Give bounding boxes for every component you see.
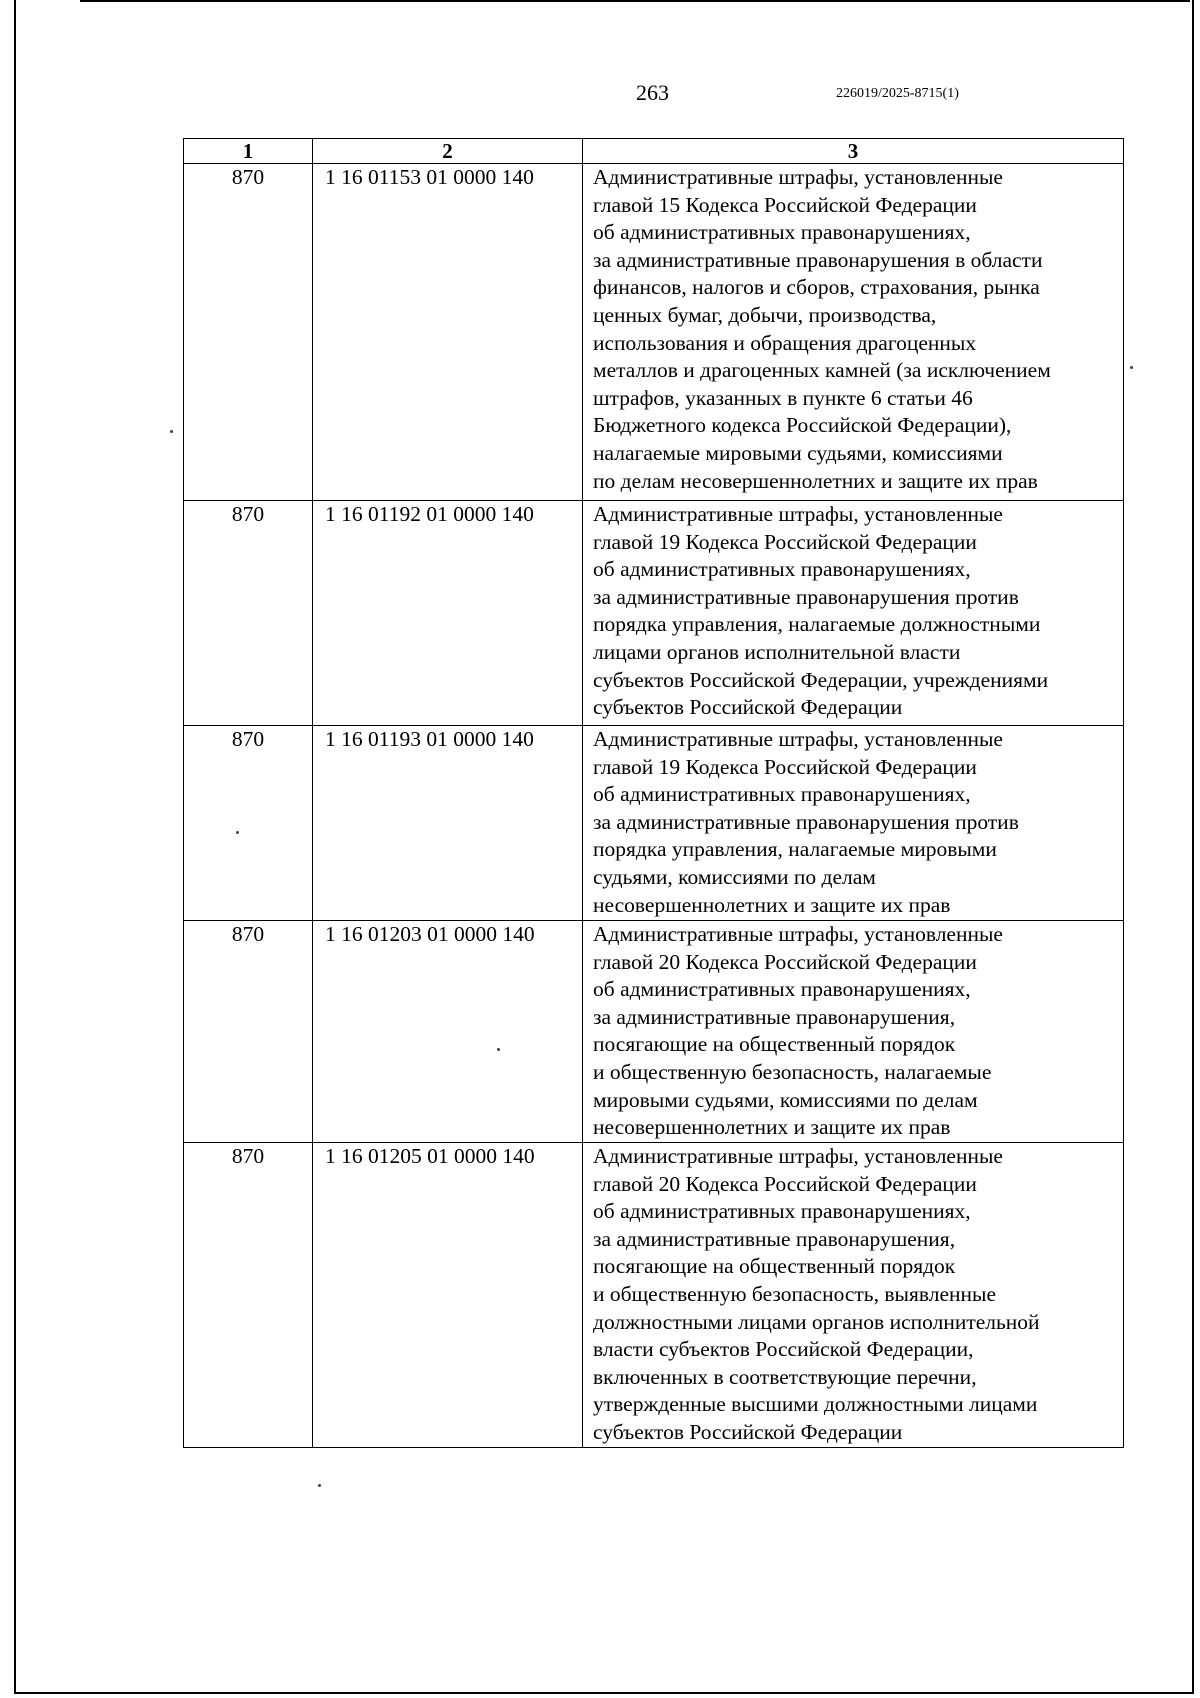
description-cell: Административные штрафы, установленные главой 15 Кодекса Российской Федерации об административных правонарушениях, за административные правонарушения в области финансов, налогов и сборов, страхования, рынка ценных бумаг, добычи, производства, использования и обращения драгоценных металлов и драгоценных камней (за исключением штрафов, указанных в пункте 6 статьи 46 Бюджетного кодекса Российской Федерации), налагаемые мировыми судьями, комиссиями по делам несовершеннолетних и защите их прав <box>583 164 1124 501</box>
budget-code-cell: 1 16 01193 01 0000 140 <box>313 726 583 921</box>
admin-code-cell: 870 <box>184 921 313 1143</box>
admin-code-cell: 870 <box>184 501 313 726</box>
description-cell: Административные штрафы, установленные главой 19 Кодекса Российской Федерации об административных правонарушениях, за административные правонарушения против порядка управления, налагаемые мировыми судьями, комиссиями по делам несовершеннолетних и защите их прав <box>583 726 1124 921</box>
column-header-3: 3 <box>583 139 1124 164</box>
budget-code-cell: 1 16 01192 01 0000 140 <box>313 501 583 726</box>
admin-code-cell: 870 <box>184 1143 313 1448</box>
table-row <box>184 164 1124 501</box>
scan-speck <box>170 430 173 433</box>
table-row <box>184 921 1124 1143</box>
scan-speck <box>1130 366 1133 369</box>
column-header-1: 1 <box>184 139 313 164</box>
column-header-2: 2 <box>313 139 583 164</box>
document-reference: 226019/2025-8715(1) <box>836 86 959 101</box>
scan-speck <box>497 1048 500 1051</box>
top-border-line <box>80 0 1190 2</box>
description-cell: Административные штрафы, установленные главой 19 Кодекса Российской Федерации об административных правонарушениях, за административные правонарушения против порядка управления, налагаемые должностными лицами органов исполнительной власти субъектов Российской Федерации, учреждениями субъектов Российской Федерации <box>583 501 1124 726</box>
admin-code-cell: 870 <box>184 164 313 501</box>
table-row <box>184 1143 1124 1448</box>
budget-code-cell: 1 16 01203 01 0000 140 <box>313 921 583 1143</box>
admin-code-cell: 870 <box>184 726 313 921</box>
table-header-row <box>184 139 1124 164</box>
description-cell: Административные штрафы, установленные главой 20 Кодекса Российской Федерации об административных правонарушениях, за административные правонарушения, посягающие на общественный порядок и общественную безопасность, налагаемые мировыми судьями, комиссиями по делам несовершеннолетних и защите их прав <box>583 921 1124 1143</box>
scan-speck <box>236 831 239 834</box>
page-number: 263 <box>636 80 669 105</box>
table-row <box>184 726 1124 921</box>
budget-code-cell: 1 16 01153 01 0000 140 <box>313 164 583 501</box>
budget-code-cell: 1 16 01205 01 0000 140 <box>313 1143 583 1448</box>
budget-classification-table <box>183 138 1124 1448</box>
scan-speck <box>318 1484 321 1487</box>
table-row <box>184 501 1124 726</box>
description-cell: Административные штрафы, установленные главой 20 Кодекса Российской Федерации об административных правонарушениях, за административные правонарушения, посягающие на общественный порядок и общественную безопасность, выявленные должностными лицами органов исполнительной власти субъектов Российской Федерации, включенных в соответствующие перечни, утвержденные высшими должностными лицами субъектов Российской Федерации <box>583 1143 1124 1448</box>
